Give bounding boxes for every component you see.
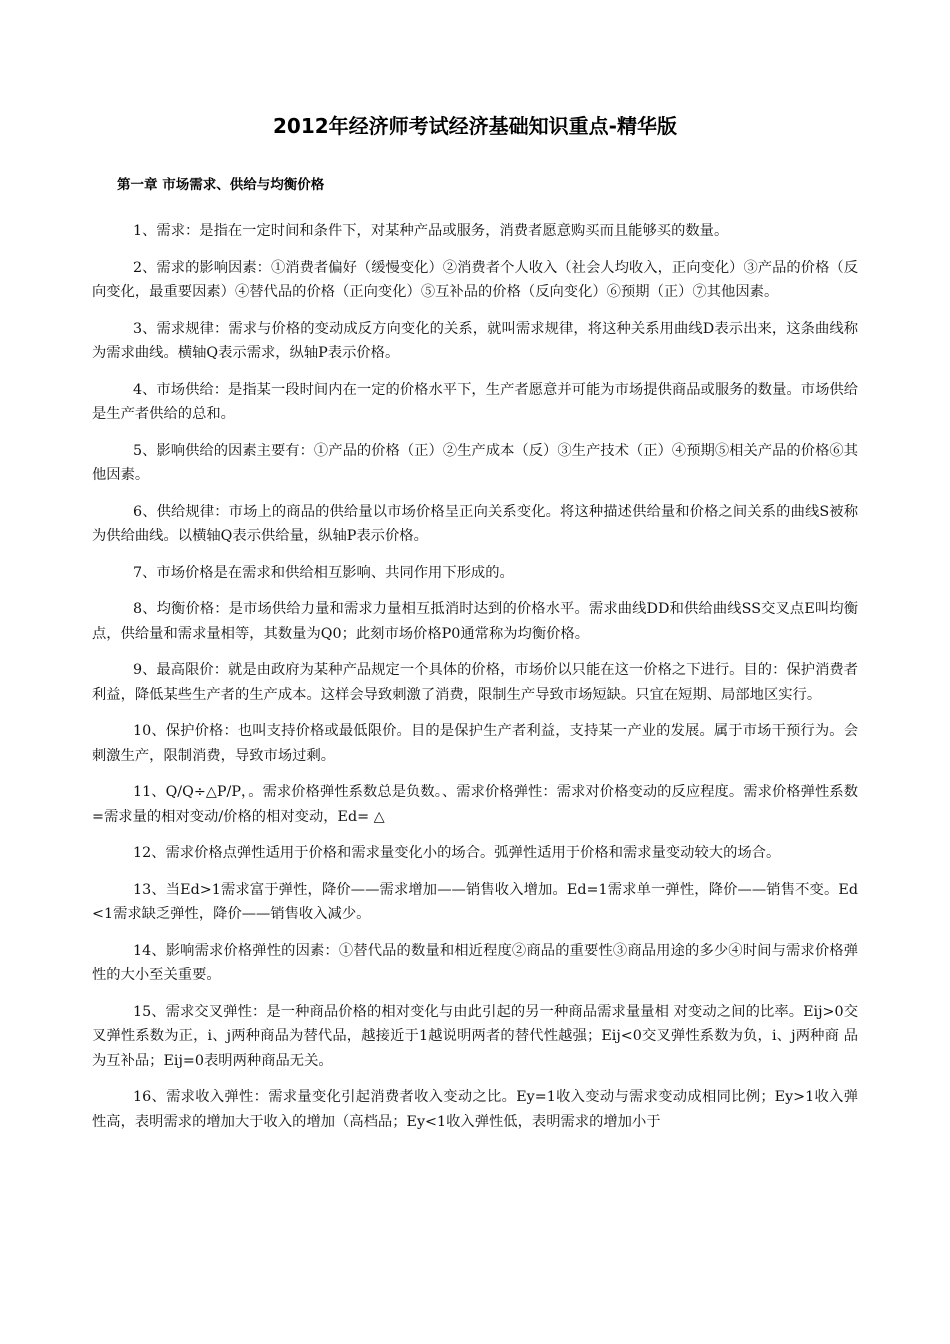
- paragraph-6: 6、供给规律：市场上的商品的供给量以市场价格呈正向关系变化。将这种描述供给量和价格之间关系的曲线S被称为供给曲线。以横轴Q表示供给量，纵轴P表示价格。: [92, 503, 858, 544]
- paragraph-11: 11、Q/Q÷△P/P，。需求价格弹性系数总是负数。、需求价格弹性：需求对价格变动的反应程度。需求价格弹性系数=需求量的相对变动/价格的相对变动，Ed= △: [92, 784, 858, 825]
- paragraph-5: 5、影响供给的因素主要有：①产品的价格（正）②生产成本（反）③生产技术（正）④预期⑤相关产品的价格⑥其他因素。: [92, 442, 858, 483]
- document-body: [92, 219, 858, 1146]
- paragraph-1: 1、需求：是指在一定时间和条件下，对某种产品或服务，消费者愿意购买而且能够买的数量。: [133, 223, 729, 239]
- paragraph-16: 16、需求收入弹性：需求量变化引起消费者收入变动之比。Ey=1收入变动与需求变动成相同比例；Ey>1收入弹性高，表明需求的增加大于收入的增加（高档品；Ey<1收入弹性低，表明需求的增加小于: [92, 1089, 858, 1130]
- paragraph-4: 4、市场供给：是指某一段时间内在一定的价格水平下，生产者愿意并可能为市场提供商品或服务的数量。市场供给是生产者供给的总和。: [92, 381, 858, 422]
- paragraph-15: 15、需求交叉弹性：是一种商品价格的相对变化与由此引起的另一种商品需求量量相 对变动之间的比率。Eij>0交叉弹性系数为正，i、j两种商品为替代品，越接近于1越说明两者的替代性越强；Eij<0交叉弹性系数为负，i、j两种商 品为互补品；Eij=0表明两种商品无关。: [92, 1003, 858, 1069]
- paragraph-10: 10、保护价格：也叫支持价格或最低限价。目的是保护生产者利益，支持某一产业的发展。属于市场干预行为。会刺激生产，限制消费，导致市场过剩。: [92, 723, 858, 764]
- document-title: 2012年经济师考试经济基础知识重点-精华版: [273, 114, 677, 138]
- paragraph-9: 9、最高限价：就是由政府为某种产品规定一个具体的价格，市场价以只能在这一价格之下进行。目的：保护消费者利益，降低某些生产者的生产成本。这样会导致刺激了消费，限制生产导致市场短缺。只宜在短期、局部地区实行。: [92, 662, 858, 703]
- paragraph-12: 12、需求价格点弹性适用于价格和需求量变化小的场合。弧弹性适用于价格和需求量变动较大的场合。: [133, 845, 781, 861]
- chapter-heading: 第一章 市场需求、供给与均衡价格: [117, 177, 325, 193]
- paragraph-8: 8、均衡价格：是市场供给力量和需求力量相互抵消时达到的价格水平。需求曲线DD和供给曲线SS交叉点E叫均衡点，供给量和需求量相等，其数量为Q0；此刻市场价格P0通常称为均衡价格。: [92, 601, 858, 642]
- paragraph-13: 13、当Ed>1需求富于弹性，降价——需求增加——销售收入增加。Ed=1需求单一弹性，降价——销售不变。Ed<1需求缺乏弹性，降价——销售收入减少。: [92, 881, 858, 922]
- paragraph-3: 3、需求规律：需求与价格的变动成反方向变化的关系，就叫需求规律，将这种关系用曲线D表示出来，这条曲线称为需求曲线。横轴Q表示需求，纵轴P表示价格。: [92, 320, 858, 361]
- paragraph-7: 7、市场价格是在需求和供给相互影响、共同作用下形成的。: [133, 564, 514, 581]
- paragraph-2: 2、需求的影响因素：①消费者偏好（缓慢变化）②消费者个人收入（社会人均收入，正向变化）③产品的价格（反向变化，最重要因素）④替代品的价格（正向变化）⑤互补品的价格（反向变化）⑥预期（正）⑦其他因素。: [92, 259, 858, 300]
- paragraph-14: 14、影响需求价格弹性的因素：①替代品的数量和相近程度②商品的重要性③商品用途的多少④时间与需求价格弹性的大小至关重要。: [92, 942, 858, 983]
